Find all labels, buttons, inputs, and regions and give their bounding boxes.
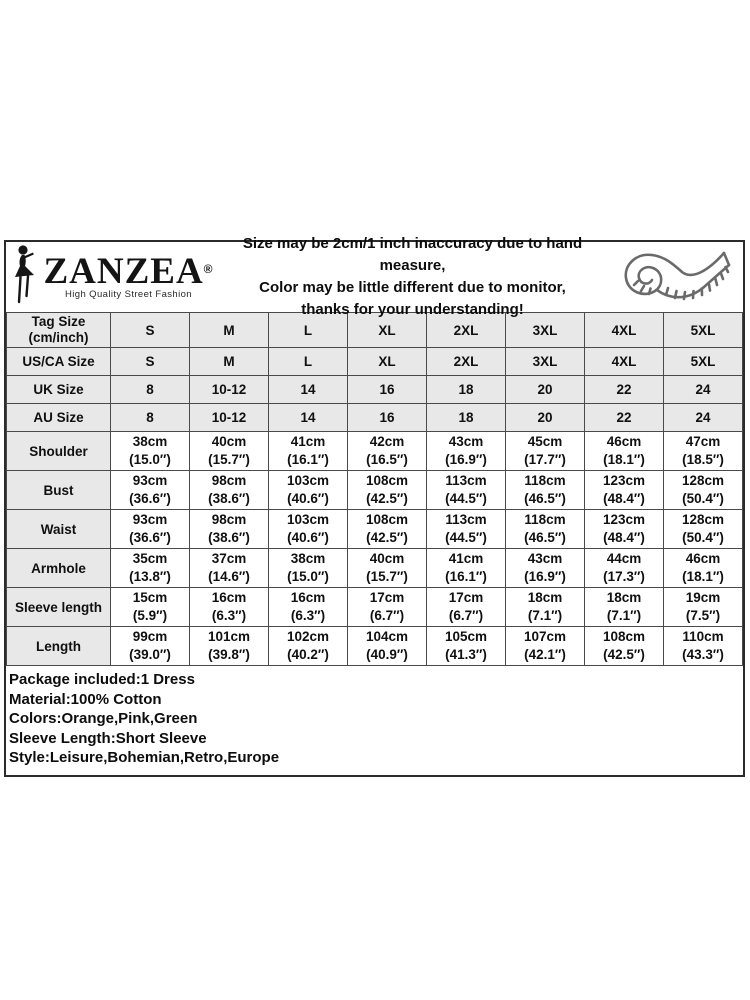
size-cell: 47cm (18.5″) [664,432,743,471]
size-cell: 103cm (40.6″) [269,510,348,549]
disclaimer-line-2: Color may be little different due to monitor, [259,279,566,296]
row-label: Sleeve length [7,588,111,627]
size-cell: 15cm (5.9″) [111,588,190,627]
tape-measure-icon [607,245,743,309]
size-cell: 123cm (48.4″) [585,471,664,510]
size-cell: 46cm (18.1″) [585,432,664,471]
size-cell: 18cm (7.1″) [506,588,585,627]
size-cell: 123cm (48.4″) [585,510,664,549]
size-cell: 17cm (6.7″) [427,588,506,627]
table-row [7,471,743,510]
product-info [6,666,743,775]
size-cell: 45cm (17.7″) [506,432,585,471]
size-cell: 42cm (16.5″) [348,432,427,471]
size-cell: 93cm (36.6″) [111,471,190,510]
size-cell: 44cm (17.3″) [585,549,664,588]
size-cell: 108cm (42.5″) [348,471,427,510]
size-cell: 101cm (39.8″) [190,627,269,666]
size-cell: 37cm (14.6″) [190,549,269,588]
size-cell: 46cm (18.1″) [664,549,743,588]
size-cell: 38cm (15.0″) [111,432,190,471]
size-cell: 18 [427,376,506,404]
logo-wordmark: ZANZEA® [43,251,214,292]
size-cell: 10-12 [190,404,269,432]
logo-text-block [43,251,214,300]
size-cell: 108cm (42.5″) [348,510,427,549]
size-cell: S [111,348,190,376]
size-cell: 128cm (50.4″) [664,471,743,510]
disclaimer-line-3: thanks for your understanding! [301,301,524,318]
product-info-line: Material:100% Cotton [9,690,162,708]
size-cell: 108cm (42.5″) [585,627,664,666]
row-label: AU Size [7,404,111,432]
row-label: US/CA Size [7,348,111,376]
size-cell: 18 [427,404,506,432]
size-cell: XL [348,348,427,376]
size-cell: 40cm (15.7″) [348,549,427,588]
size-cell: 105cm (41.3″) [427,627,506,666]
size-cell: 93cm (36.6″) [111,510,190,549]
table-row [7,404,743,432]
row-label: Armhole [7,549,111,588]
size-cell: 20 [506,404,585,432]
table-row [7,376,743,404]
row-label: Tag Size (cm/inch) [7,313,111,348]
size-cell: 118cm (46.5″) [506,510,585,549]
size-cell: 2XL [427,313,506,348]
size-chart-sheet [4,235,745,777]
registered-mark: ® [203,262,214,276]
size-cell: XL [348,313,427,348]
row-label: Waist [7,510,111,549]
size-cell: 3XL [506,313,585,348]
table-row [7,510,743,549]
product-info-line: Sleeve Length:Short Sleeve [9,729,207,747]
size-cell: 22 [585,376,664,404]
size-cell: 16cm (6.3″) [190,588,269,627]
size-cell: 35cm (13.8″) [111,549,190,588]
size-cell: 41cm (16.1″) [269,432,348,471]
size-cell: 98cm (38.6″) [190,510,269,549]
size-cell: 118cm (46.5″) [506,471,585,510]
logo-tagline: High Quality Street Fashion [65,289,192,300]
size-cell: 40cm (15.7″) [190,432,269,471]
size-cell: 16 [348,376,427,404]
row-label: Shoulder [7,432,111,471]
size-cell: 16 [348,404,427,432]
size-cell: 24 [664,376,743,404]
size-cell: 128cm (50.4″) [664,510,743,549]
table-row [7,549,743,588]
size-cell: 38cm (15.0″) [269,549,348,588]
size-cell: 4XL [585,313,664,348]
disclaimer-line-1: Size may be 2cm/1 inch inaccuracy due to hand measure, [242,235,583,274]
size-cell: 18cm (7.1″) [585,588,664,627]
product-info-line: Package included:1 Dress [9,671,195,688]
size-cell: 41cm (16.1″) [427,549,506,588]
size-cell: 24 [664,404,743,432]
size-cell: 5XL [664,313,743,348]
size-cell: 17cm (6.7″) [348,588,427,627]
size-cell: 103cm (40.6″) [269,471,348,510]
size-cell: 8 [111,404,190,432]
woman-silhouette-icon [10,244,40,311]
disclaimer-text [218,233,607,321]
size-cell: 19cm (7.5″) [664,588,743,627]
size-cell: 8 [111,376,190,404]
size-cell: S [111,313,190,348]
size-cell: 104cm (40.9″) [348,627,427,666]
size-cell: 4XL [585,348,664,376]
size-cell: 14 [269,404,348,432]
row-label: UK Size [7,376,111,404]
size-cell: 107cm (42.1″) [506,627,585,666]
size-cell: L [269,313,348,348]
size-cell: 2XL [427,348,506,376]
size-cell: 43cm (16.9″) [427,432,506,471]
size-cell: 43cm (16.9″) [506,549,585,588]
size-cell: 20 [506,376,585,404]
size-cell: 16cm (6.3″) [269,588,348,627]
size-table-body [7,313,743,666]
size-cell: 113cm (44.5″) [427,510,506,549]
size-cell: 102cm (40.2″) [269,627,348,666]
table-row [7,348,743,376]
size-cell: 99cm (39.0″) [111,627,190,666]
brand-logo [6,244,218,311]
size-cell: 10-12 [190,376,269,404]
product-info-line: Style:Leisure,Bohemian,Retro,Europe [9,749,280,766]
size-cell: 113cm (44.5″) [427,471,506,510]
size-cell: 98cm (38.6″) [190,471,269,510]
table-row [7,432,743,471]
size-cell: 110cm (43.3″) [664,627,743,666]
size-cell: 3XL [506,348,585,376]
size-cell: L [269,348,348,376]
size-cell: 22 [585,404,664,432]
table-row [7,627,743,666]
product-info-line: Colors:Orange,Pink,Green [9,710,198,727]
size-cell: M [190,348,269,376]
header-band [6,235,743,318]
size-table [6,312,743,666]
table-row [7,588,743,627]
row-label: Length [7,627,111,666]
size-cell: 14 [269,376,348,404]
row-label: Bust [7,471,111,510]
size-cell: M [190,313,269,348]
size-cell: 5XL [664,348,743,376]
